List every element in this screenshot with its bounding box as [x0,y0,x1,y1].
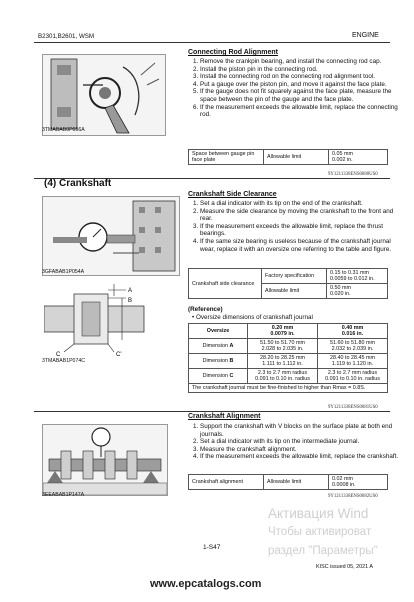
activation-watermark-line2: Чтобы активироват [268,526,372,538]
activation-watermark-line3: раздел "Параметры" [268,545,378,557]
table-cell: Crankshaft alignment [189,475,264,490]
list-item: 6. If the measurement exceeds the allowable limit, replace the connecting rod. [200,104,400,119]
section-heading: (4) Crankshaft [44,178,112,189]
value-line: 1.111 to 1.112 in. [262,361,303,367]
table-footer: The crankshaft journal must be fine-finished to higher than Rmax = 0.8S. [189,384,388,393]
reference-title: (Reference) [188,306,223,313]
crankshaft-alignment-steps [188,423,400,461]
list-item: 4. If the measurement exceeds the allowable limit, replace the crankshaft. [200,453,400,461]
dimension-letter-a: A [128,288,133,294]
list-item: 2. Measure the side clearance by moving the crankshaft to the front and rear. [200,208,400,223]
rod-alignment-title: Connecting Rod Alignment [188,49,278,56]
table-cell [327,269,388,284]
table-cell: Allowable limit [264,150,329,165]
dimension-letter-c: C [56,352,61,358]
site-url[interactable]: www.epcatalogs.com [150,578,262,590]
value-line: 51.50 to 51.70 mm [260,340,305,346]
row-name: Dimension [202,343,229,349]
value-line: 2.3 to 2.7 mm radius [327,370,378,376]
table-cell: Space between gauge pin face plate [189,150,264,165]
header-rule [34,42,390,43]
figure-3-caption: 3TMABAB1P074C [42,358,85,364]
value-line: 0.002 in. [332,157,353,163]
activation-watermark-line1: Активация Wind [268,506,369,521]
figure-4-caption: 3EEABAB1P147A [42,492,85,498]
table-cell [189,354,248,369]
value-line: 0.020 in. [330,291,351,297]
value-line: 0.0008 in. [332,482,356,488]
table-row [189,354,388,369]
side-clearance-title: Crankshaft Side Clearance [188,191,277,198]
table-cell [329,475,388,490]
table-row [189,369,388,384]
list-item: 3. Measure the crankshaft alignment. [200,446,400,454]
table-header [248,324,318,339]
page-number: 1-S47 [203,544,221,551]
list-item: 2. Set a dial indicator with its tip on the intermediate journal. [200,438,400,446]
row-name: Dimension [202,373,229,379]
table-row [189,339,388,354]
value-line: 51.60 to 51.80 mm [330,340,375,346]
list-item: 3. Install the connecting rod on the connecting rod alignment tool. [200,73,400,81]
table-cell [327,284,388,299]
list-item: 1. Support the crankshaft with V blocks on the surface plate at both end journals. [200,423,400,438]
list-item: 1. Remove the crankpin bearing, and install the connecting rod cap. [200,58,400,66]
crankshaft-alignment-title: Crankshaft Alignment [188,413,261,420]
doc-code: 9Y1211338ENS0081US0 [328,405,378,410]
value-line: 0.091 to 0.10 in. radius [255,376,310,382]
table-cell [329,150,388,165]
table-cell [248,354,318,369]
section-rule [34,411,390,412]
row-letter: C [229,373,234,379]
header-line: 0.40 mm [341,325,364,331]
header-left: B2301,B2601, WSM [38,33,95,40]
side-clearance-table [188,268,388,299]
rod-alignment-table [188,149,388,165]
rod-alignment-steps [188,58,400,119]
list-item: 3. If the measurement exceeds the allowable limit, replace the thrust bearings. [200,223,400,238]
issue-info: KISC issued 05, 2021 A [316,564,373,570]
row-letter: A [229,343,234,349]
header-line: 0.0079 in. [270,331,295,337]
row-name: Dimension [202,358,229,364]
dimension-letter-b: B [128,298,133,304]
value-line: 0.0059 to 0.012 in. [330,276,375,282]
reference-bullet-text: Oversize dimensions of crankshaft journal [195,314,313,321]
header-line: 0.20 mm [271,325,294,331]
list-item: 1. Set a dial indicator with its tip on the end of the crankshaft. [200,200,400,208]
doc-code: 9Y1211338ENS0080US0 [328,172,378,177]
figure-crankshaft-alignment [42,424,168,496]
header-line: 0.016 in. [341,331,364,337]
value-line: 28.40 to 28.45 mm [330,355,375,361]
table-cell [318,369,388,384]
table-cell [318,339,388,354]
header-right: ENGINE [352,32,379,39]
dimension-letter-c-prime: C' [116,352,122,358]
table-header [318,324,388,339]
value-line: 0.15 to 0.31 mm [330,270,369,276]
table-cell [189,369,248,384]
table-cell: Allowable limit [264,475,329,490]
table-header: Oversize [189,324,248,339]
list-item: 4. Put a gauge over the piston pin, and move it against the face plate. [200,81,400,89]
list-item: 5. If the gauge does not fit squarely against the face plate, measure the space between the pin of the gauge and the face plate. [200,88,400,103]
side-clearance-steps [188,200,400,253]
table-cell: Factory specification [262,269,327,284]
value-line: 2.028 to 2.035 in. [261,346,304,352]
figure-journal-dimensions [44,282,174,360]
table-cell [248,339,318,354]
table-cell [248,369,318,384]
figure-side-clearance [42,196,180,276]
value-line: 2.3 to 2.7 mm radius [257,370,308,376]
list-item: 2. Install the piston pin in the connecting rod. [200,66,400,74]
value-line: 0.091 to 0.10 in. radius [325,376,380,382]
value-line: 0.02 mm [332,476,353,482]
figure-connecting-rod-tool [42,54,166,136]
table-cell: Crankshaft side clearance [189,269,262,299]
table-cell [318,354,388,369]
crankshaft-alignment-table [188,474,388,490]
doc-code: 9Y1211338ENS0082US0 [328,494,378,499]
value-line: 1.119 to 1.120 in. [331,361,374,367]
value-line: 0.50 mm [330,285,351,291]
table-cell: Allowable limit [262,284,327,299]
value-line: 0.05 mm [332,151,353,157]
value-line: 2.032 to 2.039 in. [331,346,374,352]
row-letter: B [229,358,234,364]
figure-1-caption: 3TMABAB0P056A [42,127,85,133]
figure-2-caption: 3GFABAB1P054A [42,269,85,275]
table-cell [189,339,248,354]
oversize-table [188,323,388,393]
reference-bullet: • Oversize dimensions of crankshaft journal [192,314,313,321]
list-item: 4. If the same size bearing is useless because of the crankshaft journal wear, replace it with an oversize one referring to the table and figure. [200,238,400,253]
value-line: 28.20 to 28.25 mm [260,355,305,361]
